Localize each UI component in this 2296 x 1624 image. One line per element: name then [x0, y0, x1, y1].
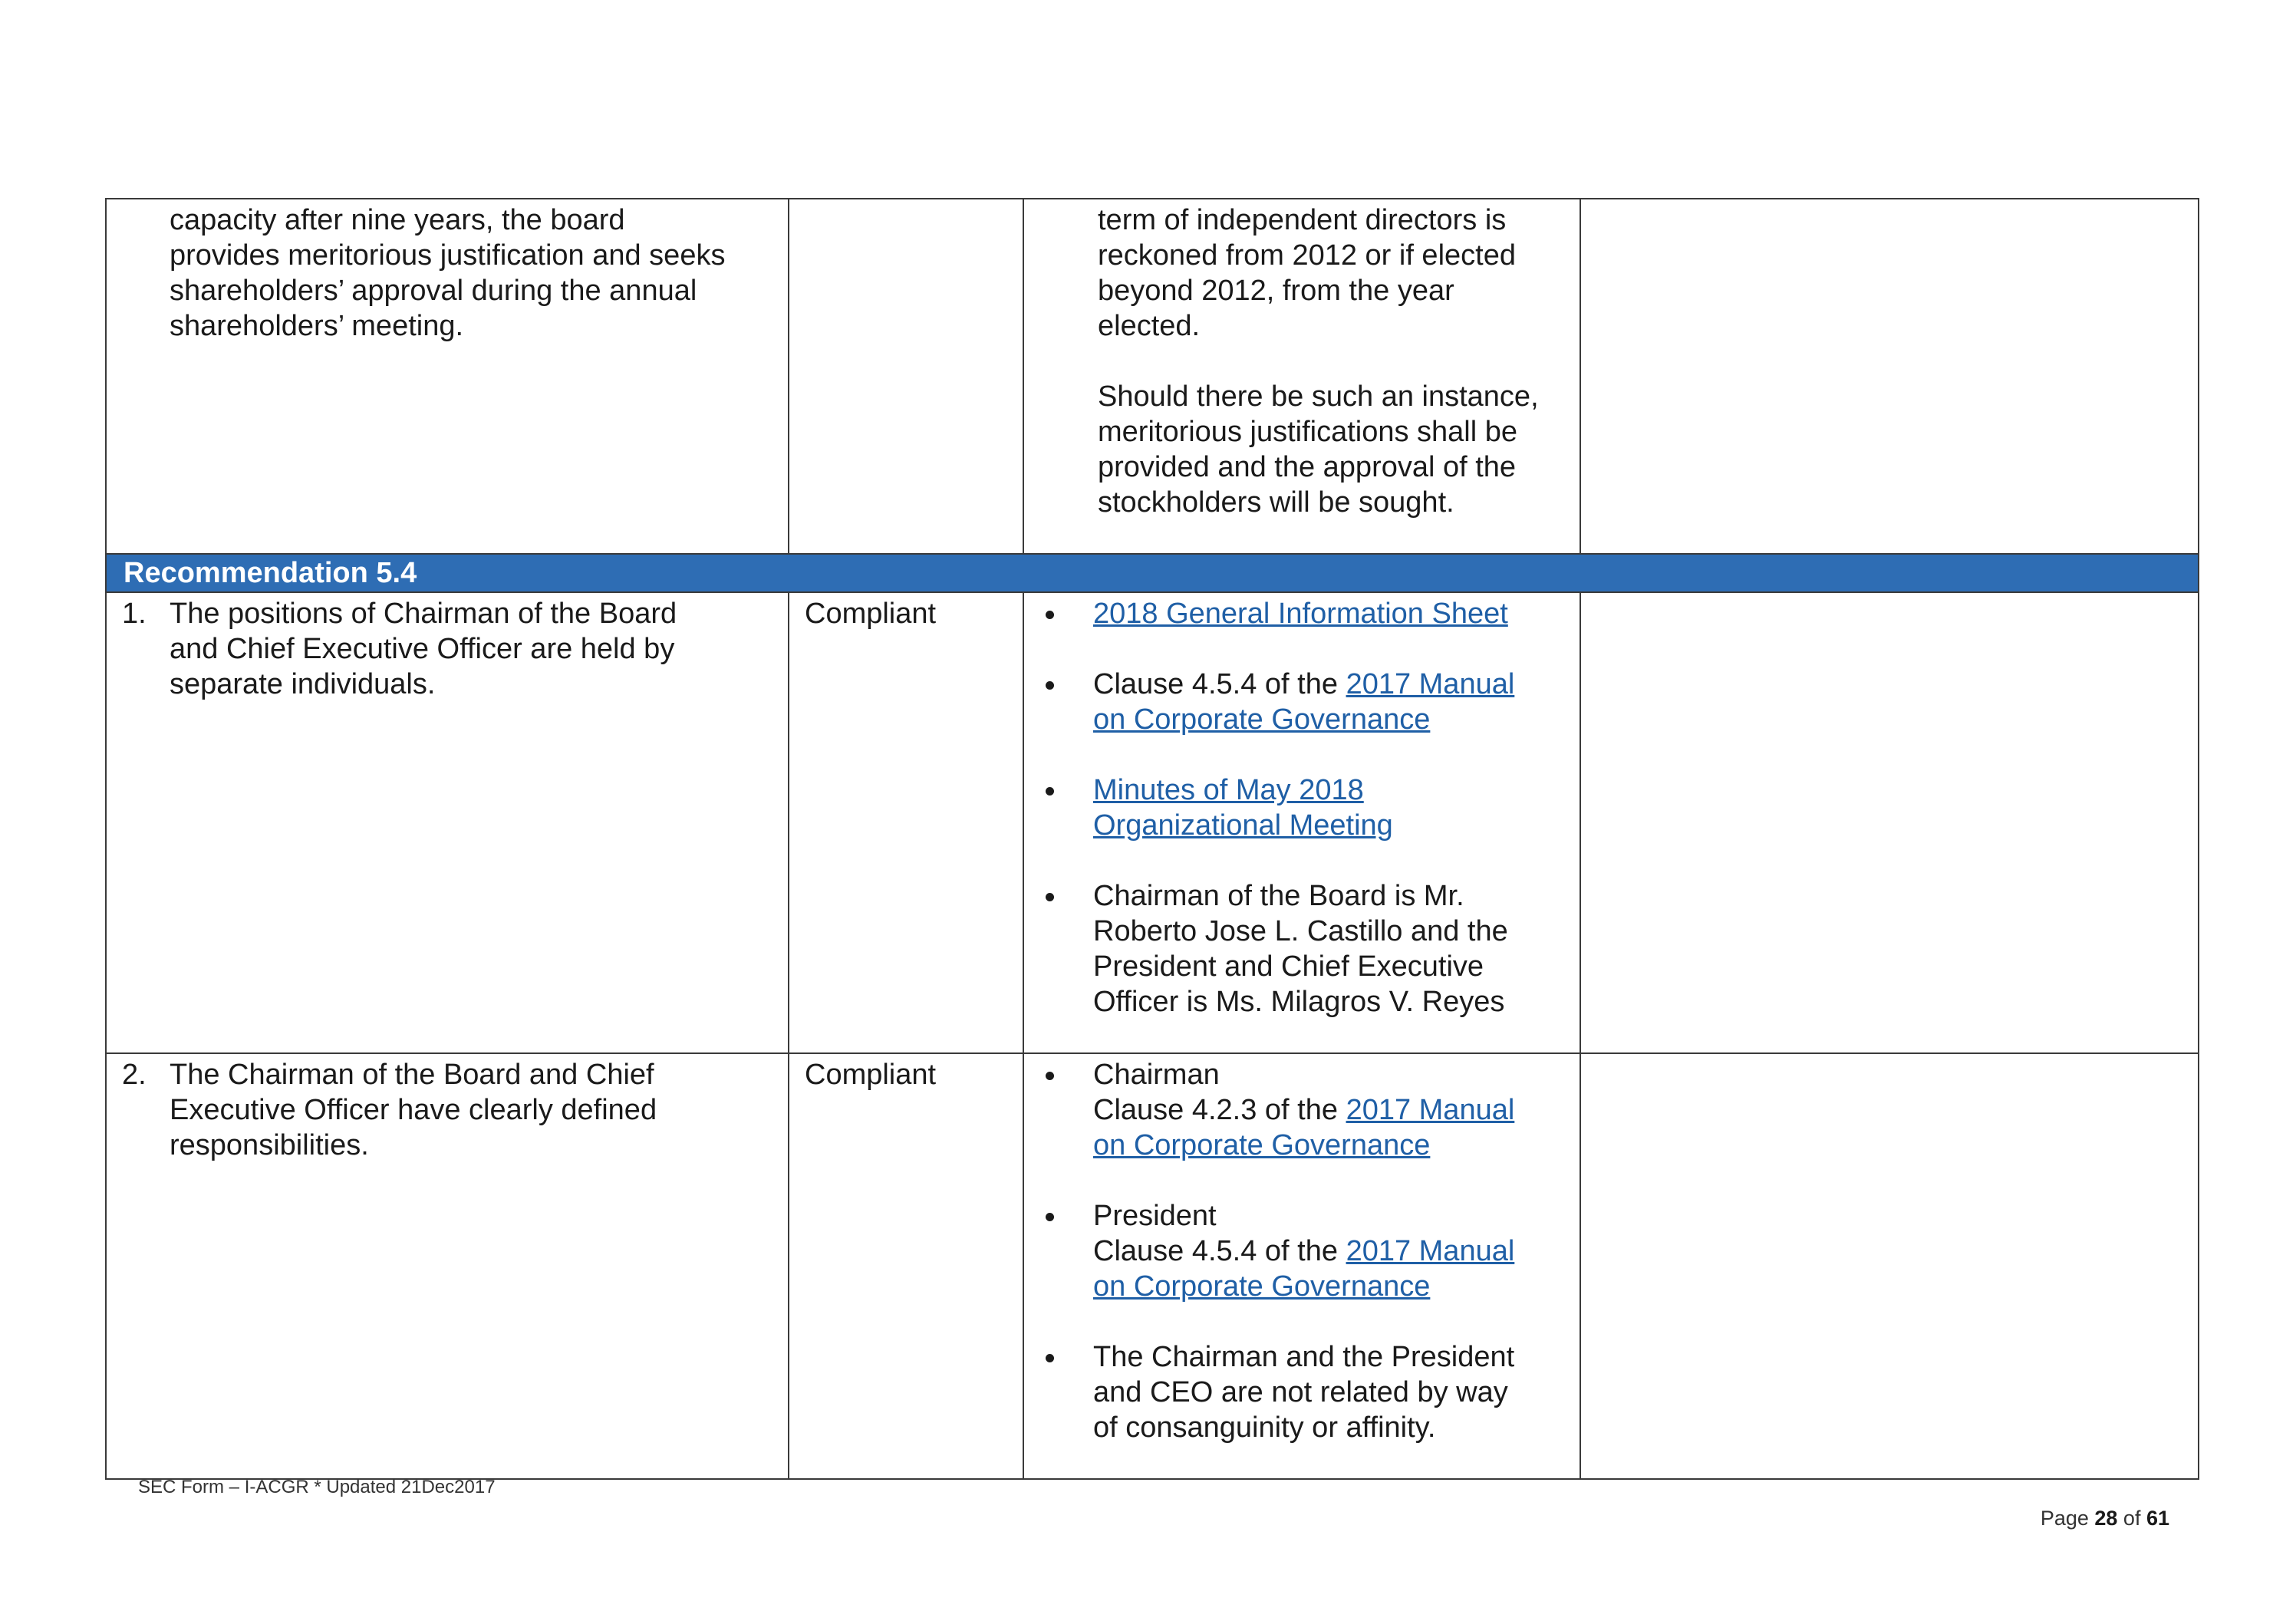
list-item: President Clause 4.5.4 of the 2017 Manual on Corporate Governance: [1035, 1198, 1564, 1304]
section-title: Recommendation 5.4: [106, 554, 2199, 592]
requirement-text: The Chairman of the Board and Chief Executive Officer have clearly defined responsibilities.: [170, 1059, 657, 1161]
bullet-icon: [1035, 1339, 1093, 1445]
section-header-row: [106, 554, 2199, 592]
remarks-cell: [1580, 199, 2199, 554]
compliance-status: Compliant: [805, 1059, 937, 1091]
table-row-continued: [106, 199, 2199, 554]
compliance-status: Compliant: [805, 598, 937, 630]
explanation-paragraph: term of independent directors is reckoned from 2012 or if elected beyond 2012, from the year elected.: [1098, 204, 1516, 342]
list-item: Chairman Clause 4.2.3 of the 2017 Manual on Corporate Governance: [1035, 1057, 1564, 1163]
footer-form-label: SEC Form – I-ACGR * Updated 21Dec2017: [138, 1477, 496, 1497]
requirement-cell: [106, 1053, 789, 1479]
explanation-cell: [1023, 199, 1580, 554]
governance-table: [105, 198, 2199, 1480]
manual-corporate-governance-link[interactable]: 2017 Manual: [1346, 668, 1515, 700]
evidence-list: [1035, 1057, 1564, 1445]
item-number: 2.: [122, 1059, 147, 1091]
item-number: 1.: [122, 598, 147, 630]
general-information-sheet-link[interactable]: 2018 General Information Sheet: [1093, 598, 1508, 630]
remarks-cell: [1580, 1053, 2199, 1479]
status-cell: [789, 199, 1023, 554]
bullet-icon: [1035, 772, 1093, 843]
requirement-cell: [106, 592, 789, 1053]
table-row-item-2: [106, 1053, 2199, 1479]
explanation-cell: [1023, 592, 1580, 1053]
manual-corporate-governance-link[interactable]: on Corporate Governance: [1093, 1270, 1431, 1303]
status-cell: [789, 1053, 1023, 1479]
status-cell: [789, 592, 1023, 1053]
bullet-icon: [1035, 1057, 1093, 1163]
requirement-text: capacity after nine years, the board provides meritorious justification and seeks shareholders’ approval during the annual shareholders’ meeting.: [170, 204, 726, 342]
organizational-meeting-minutes-link[interactable]: Organizational Meeting: [1093, 809, 1393, 842]
list-item: The Chairman and the President and CEO are not related by way of consanguinity or affinity.: [1035, 1339, 1564, 1445]
evidence-list: [1035, 596, 1564, 1020]
remarks-cell: [1580, 592, 2199, 1053]
manual-corporate-governance-link[interactable]: on Corporate Governance: [1093, 703, 1431, 736]
manual-corporate-governance-link[interactable]: 2017 Manual: [1346, 1235, 1515, 1267]
requirement-cell: [106, 199, 789, 554]
page-number: Page 28 of 61: [2040, 1507, 2169, 1530]
list-item: Chairman of the Board is Mr. Roberto Jose L. Castillo and the President and Chief Executive Officer is Ms. Milagros V. Reyes: [1035, 878, 1564, 1020]
table-row-item-1: [106, 592, 2199, 1053]
bullet-icon: [1035, 667, 1093, 737]
requirement-text: The positions of Chairman of the Board and Chief Executive Officer are held by separate individuals.: [170, 598, 677, 700]
bullet-icon: [1035, 596, 1093, 631]
manual-corporate-governance-link[interactable]: on Corporate Governance: [1093, 1129, 1431, 1161]
explanation-paragraph: Should there be such an instance, meritorious justifications shall be provided and the approval of the stockholders will be sought.: [1098, 380, 1539, 519]
bullet-icon: [1035, 1198, 1093, 1304]
explanation-text: [1039, 203, 1564, 520]
manual-corporate-governance-link[interactable]: 2017 Manual: [1346, 1094, 1515, 1126]
list-item: [1035, 772, 1564, 843]
bullet-icon: [1035, 878, 1093, 1020]
list-item: Clause 4.5.4 of the 2017 Manual on Corporate Governance: [1035, 667, 1564, 737]
list-item: [1035, 596, 1564, 631]
explanation-cell: [1023, 1053, 1580, 1479]
page-current: 28: [2094, 1507, 2118, 1530]
organizational-meeting-minutes-link[interactable]: Minutes of May 2018: [1093, 774, 1364, 806]
page-total: 61: [2146, 1507, 2169, 1530]
